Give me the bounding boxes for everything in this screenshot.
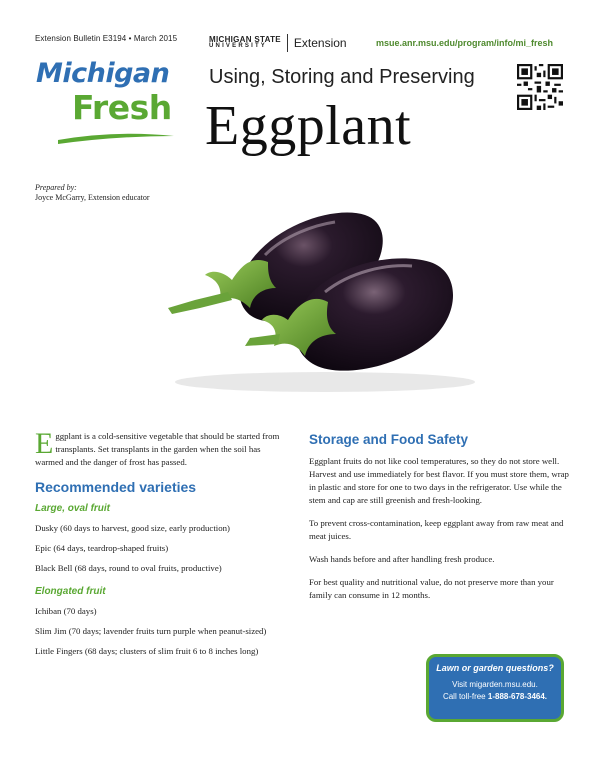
logo-divider [287,34,288,52]
page-title: Eggplant [205,95,412,157]
callout-visit-label: Visit [452,680,468,689]
variety-item: Black Bell (68 days, round to oval fruits, productive) [35,563,222,573]
intro-text: ggplant is a cold-sensitive vegetable that should be started from transplants. Set transplants in the garden when the soil has warmed and the danger of frost has passed. [35,431,280,467]
variety-group-label: Elongated fruit [35,586,106,597]
variety-item: Slim Jim (70 days; lavender fruits turn purple when peanut-sized) [35,626,267,636]
page-subtitle: Using, Storing and Preserving [209,66,475,88]
qr-code-icon[interactable] [517,64,563,110]
prepared-by [35,183,150,203]
msu-name-line1: MICHIGAN STATE [209,35,281,44]
msu-wordmark [209,36,281,50]
variety-item: Dusky (60 days to harvest, good size, early production) [35,523,230,533]
variety-item: Ichiban (70 days) [35,606,97,616]
eggplant-photo [150,200,480,400]
michigan-fresh-brand-line2: Fresh [72,88,172,127]
michigan-fresh-brand-line1: Michigan [36,58,170,89]
callout-call-label: Call toll-free [442,692,486,701]
prepared-by-author: Joyce McGarry, Extension educator [35,193,150,202]
callout-visit-line [429,679,561,691]
storage-paragraph: Wash hands before and after handling fresh produce. [309,554,495,564]
callout-visit-link[interactable]: migarden.msu.edu. [469,680,538,689]
intro-paragraph [35,427,285,469]
storage-heading: Storage and Food Safety [309,432,469,447]
garden-questions-callout [426,654,564,722]
prepared-by-label: Prepared by: [35,183,77,192]
intro-dropcap: E [35,427,54,460]
variety-group-label: Large, oval fruit [35,503,111,514]
callout-question: Lawn or garden questions? [436,663,554,673]
right-column [309,430,571,612]
msu-extension-logo[interactable] [209,34,347,52]
varieties-heading: Recommended varieties [35,479,197,495]
storage-paragraph: For best quality and nutritional value, do not preserve more than your family can consume in 12 months. [309,577,554,600]
variety-item: Epic (64 days, teardrop-shaped fruits) [35,543,169,553]
brand-swoosh-icon [56,128,176,146]
msu-name-line2: UNIVERSITY [209,43,268,49]
bulletin-number: Extension Bulletin E3194 • March 2015 [35,34,178,43]
callout-call-line [429,691,561,703]
extension-label: Extension [293,36,347,50]
variety-item: Little Fingers (68 days; clusters of slim fruit 6 to 8 inches long) [35,646,259,656]
storage-paragraph: Eggplant fruits do not like cool temperatures, so they do not store well. Harvest and use immediately for best flavor. If you must store them, wrap in plastic and store for one to two days in the refrigerator. Use while the stem and cap are still greenish and fresh-looking. [309,456,569,505]
program-url-link[interactable]: msue.anr.msu.edu/program/info/mi_fresh [376,38,554,48]
left-column [35,427,285,665]
callout-phone[interactable]: 1-888-678-3464. [487,692,548,701]
storage-paragraph: To prevent cross-contamination, keep eggplant away from raw meat and meat juices. [309,518,564,541]
